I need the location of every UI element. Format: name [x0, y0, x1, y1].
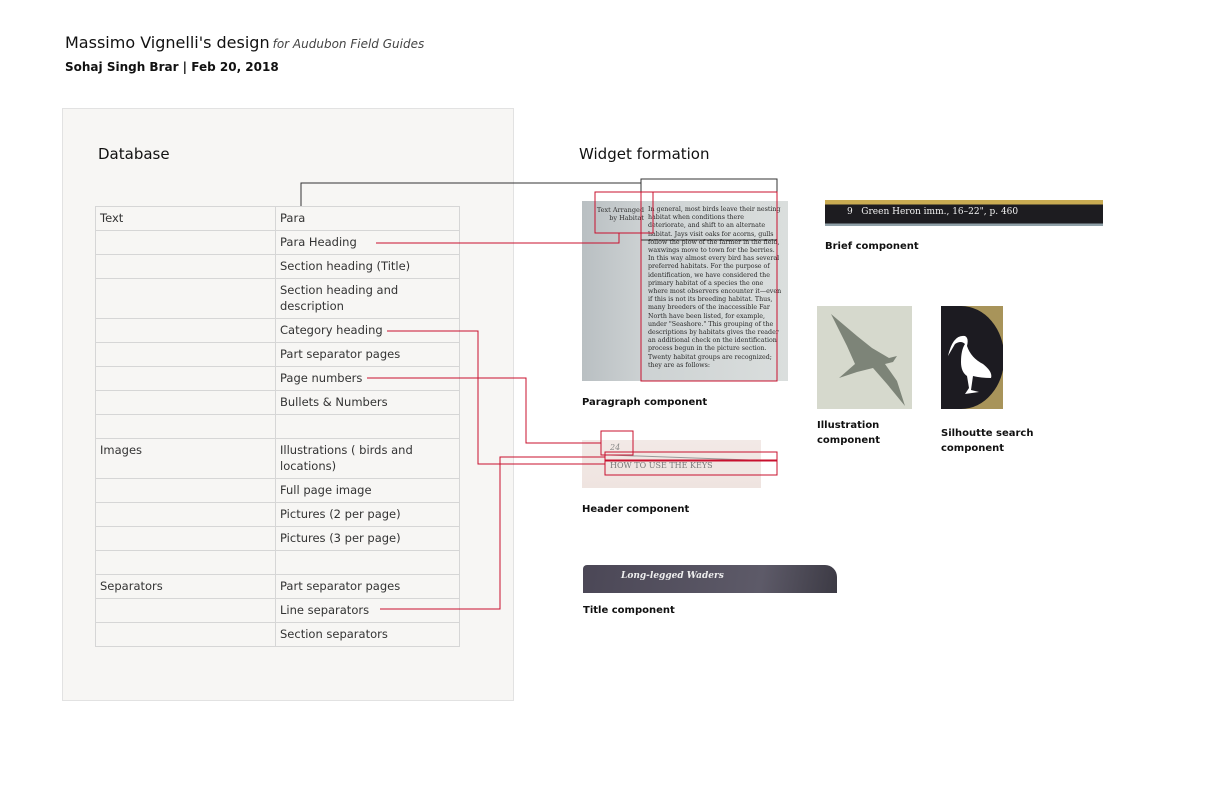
category-cell	[96, 623, 276, 647]
category-cell	[96, 319, 276, 343]
table-row	[96, 503, 460, 527]
item-cell: Bullets & Numbers	[276, 391, 460, 415]
category-cell	[96, 415, 276, 439]
item-cell: Illustrations ( birds and locations)	[276, 439, 460, 479]
widget-heading: Widget formation	[579, 145, 710, 163]
table-row	[96, 391, 460, 415]
byline: Sohaj Singh Brar | Feb 20, 2018	[65, 60, 279, 74]
title-text: Massimo Vignelli's design	[65, 33, 270, 52]
header-rule	[610, 455, 750, 461]
item-cell: Pictures (3 per page)	[276, 527, 460, 551]
item-cell	[276, 415, 460, 439]
table-row	[96, 551, 460, 575]
item-cell: Page numbers	[276, 367, 460, 391]
title-photo	[583, 565, 837, 593]
item-cell	[276, 551, 460, 575]
category-cell	[96, 391, 276, 415]
item-cell: Pictures (2 per page)	[276, 503, 460, 527]
category-cell	[96, 255, 276, 279]
category-cell	[96, 599, 276, 623]
running-head-text: HOW TO USE THE KEYS	[610, 461, 713, 470]
category-cell	[96, 503, 276, 527]
table-row	[96, 279, 460, 319]
illustration-component-label: Illustration component	[817, 420, 881, 446]
item-cell: Part separator pages	[276, 343, 460, 367]
category-cell: Separators	[96, 575, 276, 599]
item-cell: Para	[276, 207, 460, 231]
brief-component-label: Brief component	[825, 241, 919, 252]
table-row	[96, 231, 460, 255]
title-component-label: Title component	[583, 605, 675, 616]
table-row	[96, 527, 460, 551]
item-cell: Section separators	[276, 623, 460, 647]
brief-photo	[825, 200, 1103, 226]
item-cell: Part separator pages	[276, 575, 460, 599]
category-cell	[96, 279, 276, 319]
category-cell	[96, 479, 276, 503]
table-row	[96, 599, 460, 623]
brief-text: 9 Green Heron imm., 16–22", p. 460	[847, 207, 1019, 217]
category-cell: Text	[96, 207, 276, 231]
database-table	[95, 206, 460, 647]
category-cell	[96, 231, 276, 255]
header-component-label: Header component	[582, 504, 690, 515]
title-photo-text: Long-legged Waders	[621, 571, 724, 581]
silhouette-photo	[941, 306, 1003, 409]
category-cell	[96, 367, 276, 391]
table-row	[96, 207, 460, 231]
paragraph-component-label: Paragraph component	[582, 397, 708, 408]
item-cell: Para Heading	[276, 231, 460, 255]
table-row	[96, 319, 460, 343]
category-cell	[96, 551, 276, 575]
paragraph-text: In general, most birds leave their nesting habitat when conditions there deteriorate, and shift to an alternate habitat. Jays visit oaks for acorns, gulls follow the plow of the farmer in the field, waxwings move to town for the berries. In this way almost every bird has several preferred habitats. For the purpose of identification, we have considered the primary habitat of a species the one where most observers encounter it—even if this is not its breeding habitat. Thus, many breeders of the inaccessible Far North have been listed, for example, under "Seashore." This grouping of the descriptions by habitats gives the reader an additional check on the identification process begun in the picture section. Twenty habitat groups are recognized; they are as follows:	[648, 206, 782, 369]
database-heading: Database	[98, 145, 170, 163]
page-title	[65, 33, 424, 52]
title-suffix: for Audubon Field Guides	[272, 37, 425, 51]
paragraph-photo	[582, 201, 788, 381]
bird-flying-icon	[817, 306, 912, 409]
category-cell: Images	[96, 439, 276, 479]
item-cell: Full page image	[276, 479, 460, 503]
table-row	[96, 255, 460, 279]
item-cell: Section heading and description	[276, 279, 460, 319]
table-row	[96, 343, 460, 367]
page-number-text: 24	[610, 443, 621, 452]
side-heading-text: Text Arranged by Habitat	[596, 206, 644, 222]
table-row	[96, 415, 460, 439]
table-row	[96, 575, 460, 599]
table-row	[96, 623, 460, 647]
table-row	[96, 439, 460, 479]
silhouette-component-label: Silhoutte search component	[941, 428, 1034, 454]
illustration-photo	[817, 306, 912, 409]
item-cell: Section heading (Title)	[276, 255, 460, 279]
header-photo	[582, 440, 761, 488]
table-row	[96, 479, 460, 503]
table-row	[96, 367, 460, 391]
ibis-silhouette-icon	[941, 306, 1003, 409]
category-cell	[96, 343, 276, 367]
item-cell: Category heading	[276, 319, 460, 343]
category-cell	[96, 527, 276, 551]
item-cell: Line separators	[276, 599, 460, 623]
